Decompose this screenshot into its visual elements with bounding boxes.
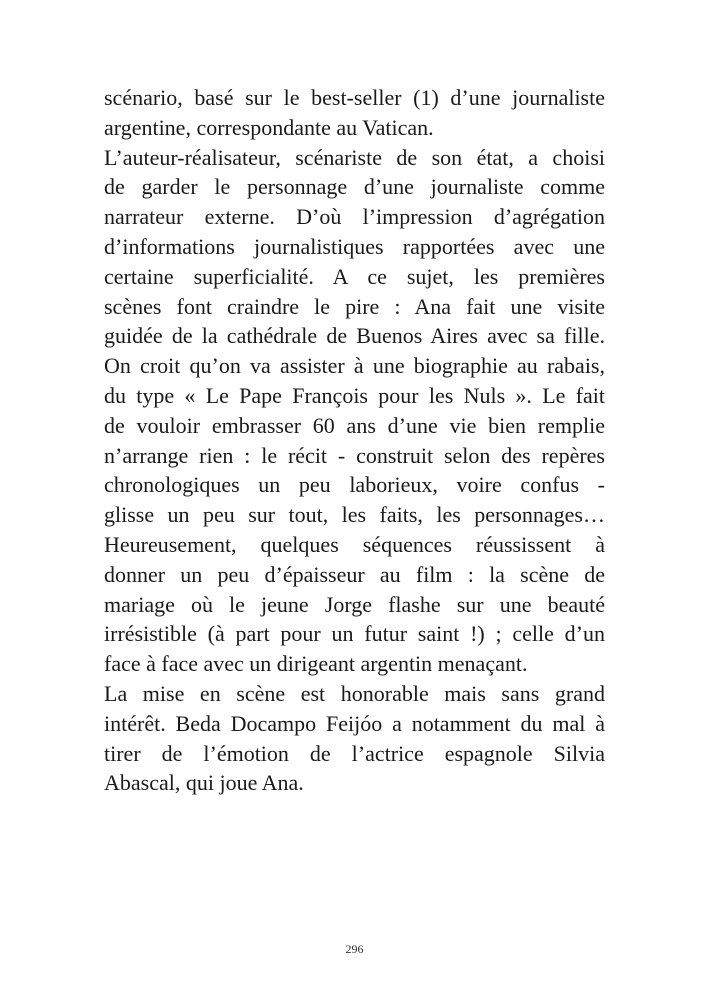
text-line: certaine superficialité. A ce sujet, les premières	[104, 263, 605, 289]
text-line: glisse un peu sur tout, les faits, les personnages…	[104, 502, 605, 528]
text-line: On croit qu’on va assister à une biographie au rabais,	[104, 353, 605, 379]
text-line: intérêt. Beda Docampo Feijóo a notamment du mal à	[104, 710, 605, 736]
text-line: irrésistible (à part pour un futur saint !) ; celle d’un	[104, 621, 605, 647]
text-line: guidée de la cathédrale de Buenos Aires avec sa fille.	[104, 323, 605, 349]
text-line: donner un peu d’épaisseur au film : la scène de	[104, 561, 605, 587]
body-text	[104, 83, 605, 798]
text-line: n’arrange rien : le récit - construit selon des repères	[104, 442, 605, 468]
page-number: 296	[345, 942, 364, 956]
text-line: tirer de l’émotion de l’actrice espagnole Silvia	[104, 740, 605, 766]
text-line: mariage où le jeune Jorge flashe sur une beauté	[104, 591, 605, 617]
text-line: chronologiques un peu laborieux, voire confus -	[104, 472, 605, 498]
text-line: de garder le personnage d’une journaliste comme	[104, 174, 605, 200]
text-line: La mise en scène est honorable mais sans grand	[104, 680, 605, 706]
text-line: face à face avec un dirigeant argentin menaçant.	[104, 651, 528, 677]
text-line: du type « Le Pape François pour les Nuls ». Le fait	[104, 382, 605, 408]
text-line: Heureusement, quelques séquences réussissent à	[104, 531, 605, 557]
text-line: scènes font craindre le pire : Ana fait une visite	[104, 293, 605, 319]
text-line: Abascal, qui joue Ana.	[104, 770, 304, 796]
text-line: argentine, correspondante au Vatican.	[104, 114, 434, 140]
text-line: L’auteur-réalisateur, scénariste de son état, a choisi	[104, 144, 605, 170]
text-line: scénario, basé sur le best-seller (1) d’une journaliste	[104, 85, 605, 110]
text-line: narrateur externe. D’où l’impression d’agrégation	[104, 204, 605, 230]
text-line: d’informations journalistiques rapportées avec une	[104, 233, 605, 259]
text-line: de vouloir embrasser 60 ans d’une vie bien remplie	[104, 412, 605, 438]
